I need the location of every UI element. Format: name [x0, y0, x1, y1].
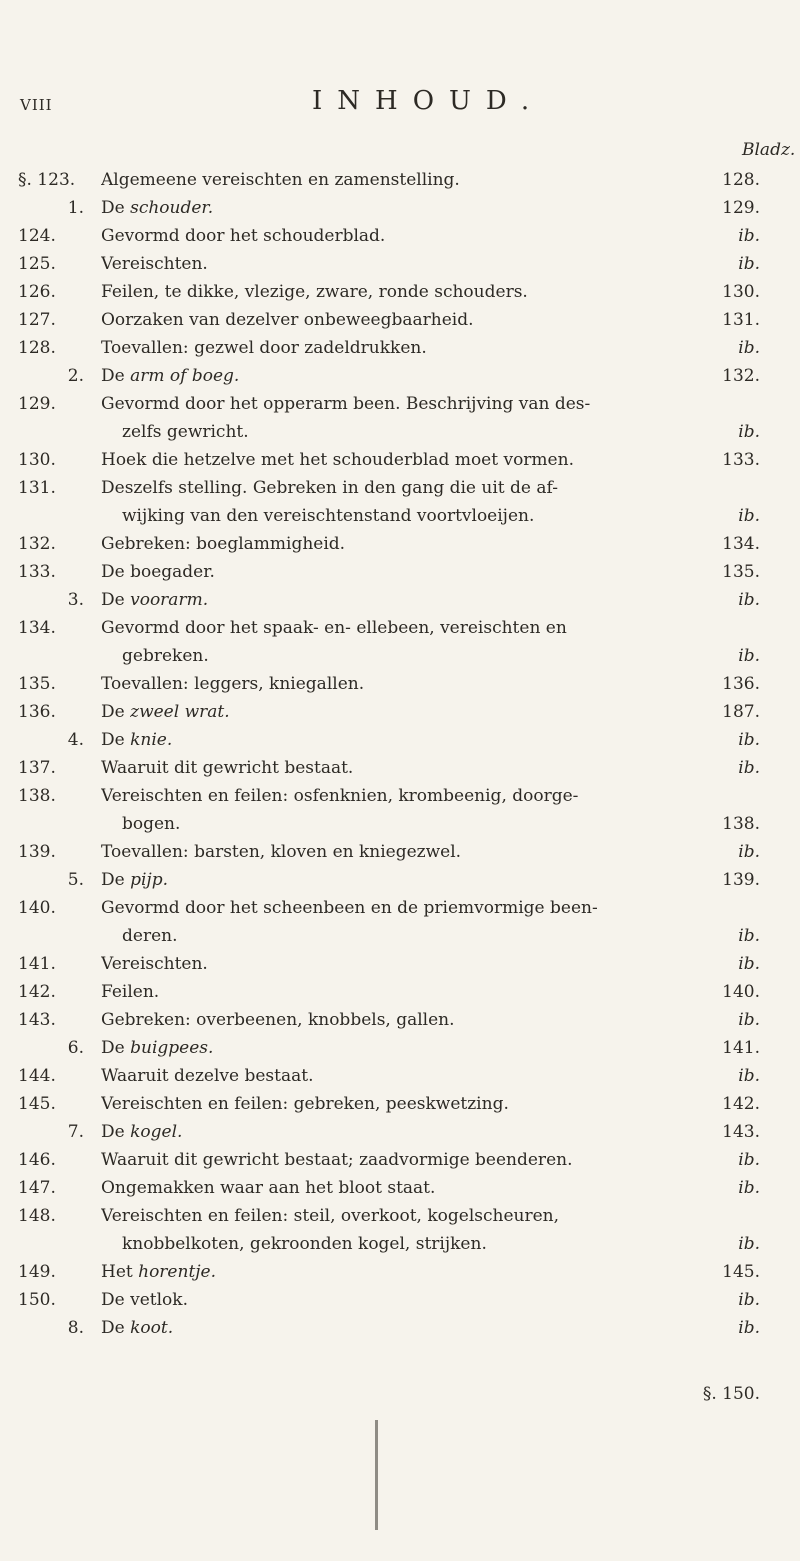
entry-title — [101, 1258, 661, 1286]
entry-title-italic: zweel wrat. — [130, 702, 230, 722]
toc-entry — [0, 838, 800, 866]
entry-title — [101, 1034, 661, 1062]
entry-page-number: 129. — [722, 198, 760, 218]
table-of-contents — [0, 166, 800, 1342]
entry-page-number: 187. — [722, 702, 760, 722]
toc-entry — [0, 250, 800, 278]
entry-number: 127. — [18, 310, 56, 330]
entry-page-number: ib. — [738, 1290, 760, 1310]
toc-entry — [0, 782, 800, 810]
entry-title — [122, 1230, 682, 1258]
entry-page-number: ib. — [738, 1318, 760, 1338]
entry-number: 132. — [18, 534, 56, 554]
toc-entry — [0, 1230, 800, 1258]
toc-entry — [0, 1202, 800, 1230]
entry-title-italic: arm of boeg. — [130, 366, 240, 386]
entry-title-text: Feilen, te dikke, vlezige, zware, ronde schouders. — [101, 282, 528, 302]
entry-title-text: Algemeene vereischten en zamenstelling. — [101, 170, 460, 190]
entry-title — [122, 810, 682, 838]
entry-title — [101, 950, 661, 978]
entry-page-number: ib. — [738, 1010, 760, 1030]
toc-entry — [0, 1006, 800, 1034]
toc-entry — [0, 866, 800, 894]
entry-title-text: Oorzaken van dezelver onbeweegbaarheid. — [101, 310, 474, 330]
entry-number: 141. — [18, 954, 56, 974]
entry-title — [101, 334, 661, 362]
entry-number: 128. — [18, 338, 56, 358]
entry-title-text: wijking van den vereischtenstand voortvloeijen. — [122, 506, 535, 526]
entry-page-number: 145. — [722, 1262, 760, 1282]
entry-title — [101, 222, 661, 250]
entry-title-text: Hoek die hetzelve met het schouderblad moet vormen. — [101, 450, 574, 470]
entry-title-text: De — [101, 1122, 131, 1142]
toc-entry — [0, 894, 800, 922]
entry-title — [101, 894, 741, 922]
entry-page-number: 136. — [722, 674, 760, 694]
entry-page-number: ib. — [738, 226, 760, 246]
entry-page-number: ib. — [738, 1066, 760, 1086]
entry-page-number: 143. — [722, 1122, 760, 1142]
entry-title-text: Vereischten en feilen: osfenknien, krombeenig, doorge- — [101, 786, 579, 806]
entry-page-number: ib. — [738, 506, 760, 526]
toc-entry — [0, 810, 800, 838]
entry-title — [101, 1174, 661, 1202]
entry-title-text: Toevallen: barsten, kloven en kniegezwel. — [101, 842, 462, 862]
entry-number: 148. — [18, 1206, 56, 1226]
entry-title — [101, 250, 661, 278]
entry-title — [122, 922, 682, 950]
entry-title-text: Waaruit dezelve bestaat. — [101, 1066, 314, 1086]
entry-number: 134. — [18, 618, 56, 638]
entry-number: 129. — [18, 394, 56, 414]
entry-title-text: Deszelfs stelling. Gebreken in den gang die uit de af- — [101, 478, 558, 498]
entry-page-number: ib. — [738, 422, 760, 442]
running-title: INHOUD. — [312, 86, 545, 116]
entry-title-text: bogen. — [122, 814, 181, 834]
entry-page-number: ib. — [738, 758, 760, 778]
entry-title — [101, 726, 661, 754]
footer-reference-row — [0, 1380, 800, 1408]
entry-title-text: Feilen. — [101, 982, 160, 1002]
page-column-label: Bladz. — [742, 140, 796, 160]
toc-entry — [0, 978, 800, 1006]
entry-number: 2. — [67, 366, 84, 386]
entry-title-text: De — [101, 366, 131, 386]
entry-number: 130. — [18, 450, 56, 470]
toc-entry — [0, 1034, 800, 1062]
toc-entry — [0, 306, 800, 334]
entry-number: 133. — [18, 562, 56, 582]
entry-title — [101, 782, 741, 810]
entry-number: 8. — [67, 1318, 84, 1338]
toc-entry — [0, 1146, 800, 1174]
entry-title-text: De — [101, 1318, 131, 1338]
toc-entry — [0, 278, 800, 306]
entry-page-number: 130. — [722, 282, 760, 302]
entry-title-text: gebreken. — [122, 646, 209, 666]
entry-page-number: 132. — [722, 366, 760, 386]
entry-title — [101, 614, 741, 642]
entry-title-text: Ongemakken waar aan het bloot staat. — [101, 1178, 436, 1198]
entry-title-text: De — [101, 870, 131, 890]
entry-page-number: ib. — [738, 1234, 760, 1254]
entry-title — [101, 1286, 661, 1314]
entry-title — [101, 558, 661, 586]
entry-page-number: 141. — [722, 1038, 760, 1058]
entry-title-text: deren. — [122, 926, 178, 946]
entry-number: 146. — [18, 1150, 56, 1170]
entry-title — [101, 194, 661, 222]
entry-number: 139. — [18, 842, 56, 862]
entry-title — [101, 446, 661, 474]
toc-entry — [0, 530, 800, 558]
entry-title — [122, 642, 682, 670]
entry-number: 145. — [18, 1094, 56, 1114]
entry-title-text: Toevallen: gezwel door zadeldrukken. — [101, 338, 427, 358]
entry-title — [101, 754, 661, 782]
entry-number: 150. — [18, 1290, 56, 1310]
entry-title-text: Vereischten en feilen: steil, overkoot, kogelscheuren, — [101, 1206, 560, 1226]
entry-number: 147. — [18, 1178, 56, 1198]
entry-title-text: De — [101, 198, 131, 218]
entry-title-text: Waaruit dit gewricht bestaat. — [101, 758, 354, 778]
entry-page-number: 138. — [722, 814, 760, 834]
toc-entry — [0, 754, 800, 782]
entry-title — [101, 978, 661, 1006]
entry-title-text: Vereischten en feilen: gebreken, peeskwetzing. — [101, 1094, 509, 1114]
entry-title — [101, 530, 661, 558]
entry-title-text: zelfs gewricht. — [122, 422, 249, 442]
entry-title — [101, 1090, 661, 1118]
entry-title — [101, 390, 741, 418]
entry-title — [101, 698, 661, 726]
entry-title-text: De — [101, 590, 131, 610]
entry-title — [101, 1118, 661, 1146]
entry-page-number: ib. — [738, 1150, 760, 1170]
entry-title-italic: horentje. — [138, 1262, 217, 1282]
toc-entry — [0, 1174, 800, 1202]
entry-title — [122, 418, 682, 446]
toc-entry — [0, 390, 800, 418]
entry-page-number: 140. — [722, 982, 760, 1002]
entry-title — [101, 474, 741, 502]
toc-entry — [0, 334, 800, 362]
entry-title-text: Het — [101, 1262, 139, 1282]
entry-title-italic: voorarm. — [130, 590, 209, 610]
entry-title-italic: pijp. — [130, 870, 168, 890]
toc-entry — [0, 418, 800, 446]
entry-title — [101, 586, 661, 614]
entry-page-number: ib. — [738, 926, 760, 946]
entry-title — [101, 362, 661, 390]
entry-title-text: Gebreken: overbeenen, knobbels, gallen. — [101, 1010, 455, 1030]
footer-reference: §. 150. — [702, 1384, 760, 1404]
toc-entry — [0, 1258, 800, 1286]
entry-number: 142. — [18, 982, 56, 1002]
entry-page-number: ib. — [738, 730, 760, 750]
entry-title-text: De — [101, 702, 131, 722]
entry-number: 140. — [18, 898, 56, 918]
entry-title-text: Gebreken: boeglammigheid. — [101, 534, 346, 554]
entry-page-number: 133. — [722, 450, 760, 470]
toc-entry — [0, 362, 800, 390]
entry-page-number: ib. — [738, 954, 760, 974]
entry-title — [122, 502, 682, 530]
entry-number: 5. — [67, 870, 84, 890]
toc-entry — [0, 1062, 800, 1090]
entry-page-number: 128. — [722, 170, 760, 190]
entry-title-text: Waaruit dit gewricht bestaat; zaadvormige beenderen. — [101, 1150, 573, 1170]
entry-number: 135. — [18, 674, 56, 694]
entry-page-number: ib. — [738, 254, 760, 274]
entry-title — [101, 1062, 661, 1090]
entry-number: 126. — [18, 282, 56, 302]
entry-title-text: Gevormd door het spaak- en- ellebeen, vereischten en — [101, 618, 567, 638]
entry-title-text: Gevormd door het schouderblad. — [101, 226, 386, 246]
entry-page-number: ib. — [738, 646, 760, 666]
folio-number: VIII — [20, 96, 53, 114]
entry-title — [101, 1314, 661, 1342]
toc-entry — [0, 558, 800, 586]
entry-title-text: Vereischten. — [101, 954, 208, 974]
toc-entry — [0, 614, 800, 642]
entry-title — [101, 166, 661, 194]
entry-number: 136. — [18, 702, 56, 722]
entry-number: 6. — [67, 1038, 84, 1058]
entry-title-text: Gevormd door het scheenbeen en de priemvormige been- — [101, 898, 598, 918]
entry-title-text: Vereischten. — [101, 254, 208, 274]
entry-title-text: De — [101, 1038, 131, 1058]
entry-title-text: De boegader. — [101, 562, 215, 582]
entry-title-text: De — [101, 730, 131, 750]
entry-page-number: ib. — [738, 842, 760, 862]
toc-entry — [0, 222, 800, 250]
entry-number: §. 123. — [18, 170, 76, 190]
entry-title — [101, 1202, 741, 1230]
toc-entry — [0, 642, 800, 670]
toc-entry — [0, 502, 800, 530]
toc-entry — [0, 446, 800, 474]
entry-number: 137. — [18, 758, 56, 778]
entry-number: 1. — [67, 198, 84, 218]
toc-entry — [0, 474, 800, 502]
entry-title-italic: knie. — [130, 730, 173, 750]
toc-entry — [0, 194, 800, 222]
entry-page-number: ib. — [738, 590, 760, 610]
toc-entry — [0, 1090, 800, 1118]
toc-entry — [0, 586, 800, 614]
entry-number: 3. — [67, 590, 84, 610]
entry-number: 138. — [18, 786, 56, 806]
toc-entry — [0, 922, 800, 950]
entry-title — [101, 1006, 661, 1034]
entry-page-number: 131. — [722, 310, 760, 330]
toc-entry — [0, 1118, 800, 1146]
margin-mark — [375, 1420, 378, 1530]
entry-number: 7. — [67, 1122, 84, 1142]
entry-title — [101, 1146, 661, 1174]
entry-page-number: 134. — [722, 534, 760, 554]
toc-entry — [0, 726, 800, 754]
toc-entry — [0, 1286, 800, 1314]
toc-entry — [0, 670, 800, 698]
entry-page-number: 135. — [722, 562, 760, 582]
entry-title-italic: kogel. — [130, 1122, 183, 1142]
entry-number: 4. — [67, 730, 84, 750]
entry-page-number: ib. — [738, 1178, 760, 1198]
entry-number: 124. — [18, 226, 56, 246]
entry-number: 143. — [18, 1010, 56, 1030]
toc-entry — [0, 166, 800, 194]
entry-page-number: 142. — [722, 1094, 760, 1114]
entry-title — [101, 278, 661, 306]
entry-title — [101, 866, 661, 894]
entry-title — [101, 306, 661, 334]
entry-title-text: knobbelkoten, gekroonden kogel, strijken. — [122, 1234, 487, 1254]
entry-number: 144. — [18, 1066, 56, 1086]
toc-entry — [0, 698, 800, 726]
entry-number: 149. — [18, 1262, 56, 1282]
entry-title-italic: schouder. — [130, 198, 214, 218]
entry-title — [101, 838, 661, 866]
entry-number: 131. — [18, 478, 56, 498]
entry-page-number: ib. — [738, 338, 760, 358]
entry-title-italic: buigpees. — [130, 1038, 214, 1058]
entry-title-text: Gevormd door het opperarm been. Beschrijving van des- — [101, 394, 591, 414]
entry-title-text: De vetlok. — [101, 1290, 188, 1310]
entry-page-number: 139. — [722, 870, 760, 890]
entry-title-italic: koot. — [130, 1318, 174, 1338]
entry-number: 125. — [18, 254, 56, 274]
toc-entry — [0, 1314, 800, 1342]
entry-title — [101, 670, 661, 698]
entry-title-text: Toevallen: leggers, kniegallen. — [101, 674, 365, 694]
toc-entry — [0, 950, 800, 978]
